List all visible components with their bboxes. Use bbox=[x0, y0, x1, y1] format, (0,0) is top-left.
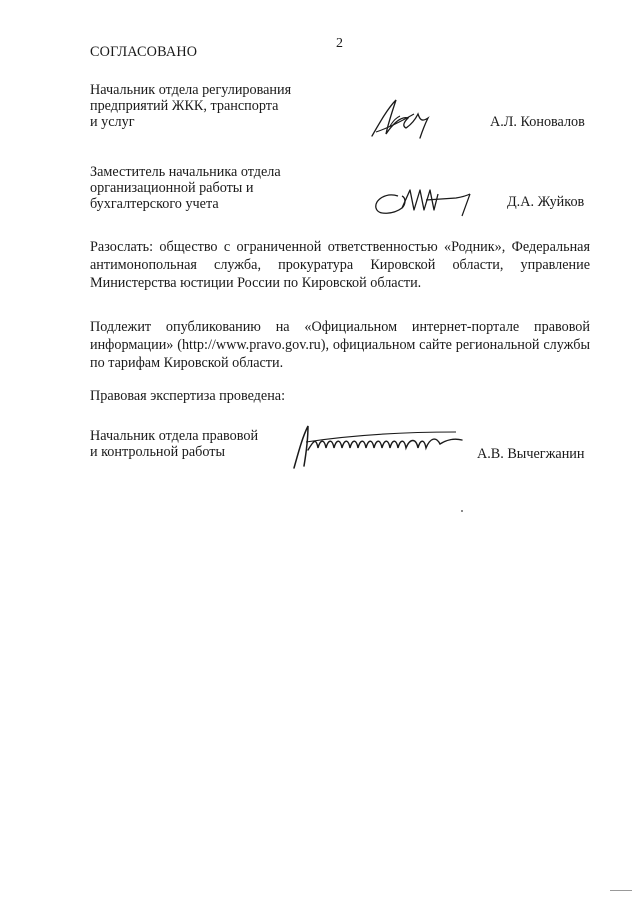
approval-2-position-line: Заместитель начальника отдела bbox=[90, 164, 281, 180]
signature-zhuikov bbox=[368, 182, 478, 222]
approval-2-position bbox=[90, 164, 281, 212]
approval-1-position bbox=[90, 82, 291, 130]
signature-vychegzhanin bbox=[286, 420, 476, 472]
signature-konovalov bbox=[366, 92, 446, 142]
approval-1-name: А.Л. Коновалов bbox=[490, 114, 585, 130]
legal-signatory-position-line: Начальник отдела правовой bbox=[90, 428, 259, 444]
approval-2-name: Д.А. Жуйков bbox=[507, 194, 585, 210]
approval-1-position-line: предприятий ЖКК, транспорта bbox=[90, 98, 279, 114]
approval-2-position-line: бухгалтерского учета bbox=[90, 196, 219, 212]
legal-review-heading: Правовая экспертиза проведена: bbox=[90, 388, 286, 404]
approval-1-position-line: Начальник отдела регулирования bbox=[90, 82, 292, 98]
scan-speck bbox=[461, 510, 463, 512]
legal-signatory-name: А.В. Вычегжанин bbox=[477, 446, 585, 462]
scan-edge-mark bbox=[610, 890, 632, 891]
publication-note: Подлежит опубликованию на «Официальном интернет-портале правовой информации» (http://www.pravo.gov.ru), официальном сайте региональной службы по тарифам Кировской области. bbox=[90, 319, 590, 371]
approved-heading: СОГЛАСОВАНО bbox=[90, 44, 198, 60]
legal-signatory-position-line: и контрольной работы bbox=[90, 444, 225, 460]
page-number: 2 bbox=[336, 36, 343, 51]
approval-2-position-line: организационной работы и bbox=[90, 180, 254, 196]
legal-signatory-position bbox=[90, 428, 258, 460]
approval-1-position-line: и услуг bbox=[90, 114, 135, 130]
distribution-list: Разослать: общество с ограниченной ответственностью «Родник», Федеральная антимонопольная служба, прокуратура Кировской области, управление Министерства юстиции России по Кировской области. bbox=[90, 239, 590, 291]
